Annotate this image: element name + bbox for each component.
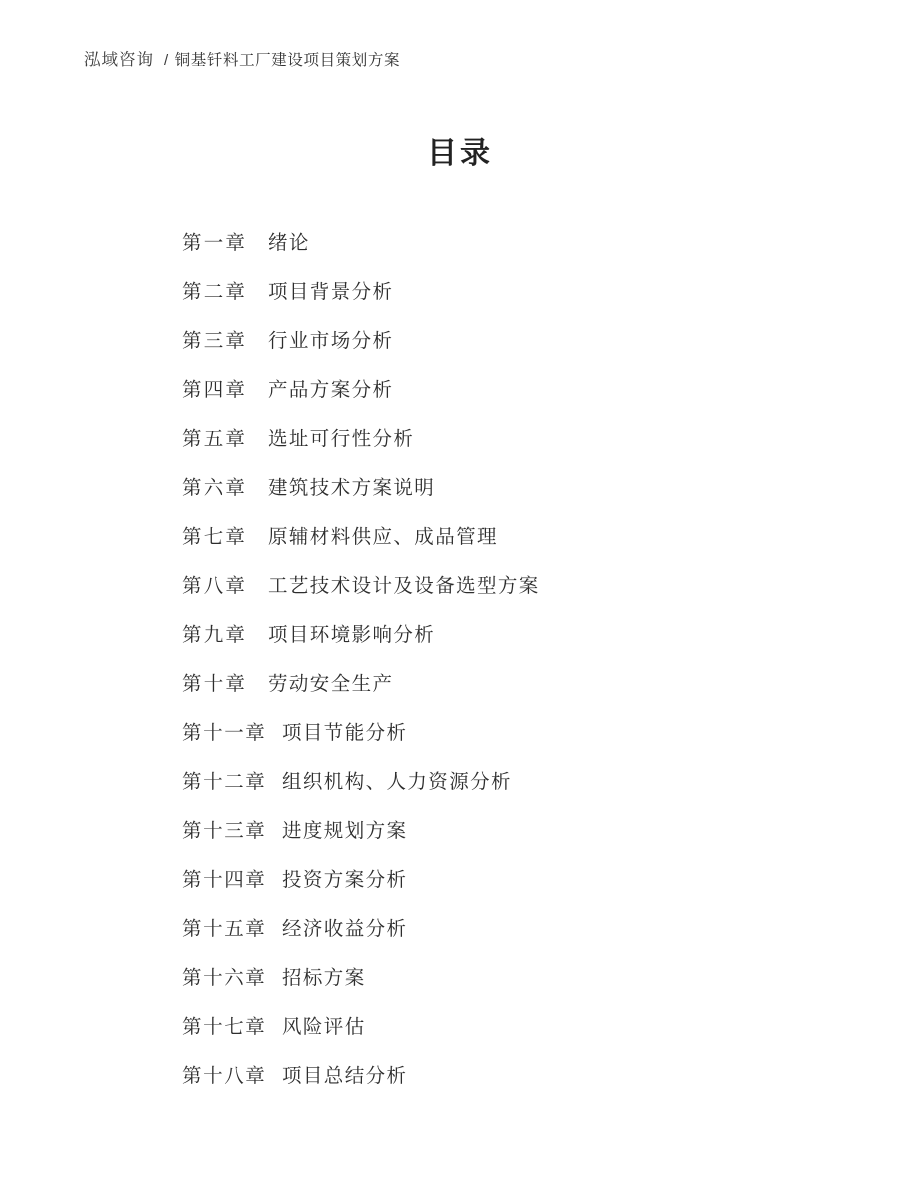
toc-chapter-number: 第十六章 — [182, 967, 267, 989]
toc-chapter-number: 第五章 — [182, 428, 248, 450]
toc-chapter-label: 劳动安全生产 — [268, 673, 394, 695]
toc-entry[interactable] — [182, 853, 842, 902]
toc-chapter-label: 项目总结分析 — [282, 1065, 408, 1087]
toc-chapter-number: 第十五章 — [182, 918, 267, 940]
brand-name: 泓域咨询 — [84, 51, 154, 69]
table-of-contents — [182, 216, 842, 1098]
toc-chapter-label: 风险评估 — [282, 1016, 366, 1038]
toc-entry[interactable] — [182, 559, 842, 608]
toc-chapter-label: 经济收益分析 — [282, 918, 408, 940]
toc-chapter-number: 第十二章 — [182, 771, 267, 793]
toc-chapter-label: 投资方案分析 — [282, 869, 408, 891]
toc-entry[interactable] — [182, 363, 842, 412]
toc-chapter-label: 组织机构、人力资源分析 — [282, 771, 512, 793]
toc-chapter-number: 第十章 — [182, 673, 248, 695]
toc-chapter-number: 第七章 — [182, 526, 248, 548]
document-title: 铜基钎料工厂建设项目策划方案 — [174, 52, 401, 69]
toc-chapter-label: 项目节能分析 — [282, 722, 408, 744]
toc-chapter-label: 建筑技术方案说明 — [268, 477, 436, 499]
toc-chapter-label: 原辅材料供应、成品管理 — [268, 526, 498, 548]
toc-chapter-number: 第一章 — [182, 232, 248, 254]
toc-entry[interactable] — [182, 755, 842, 804]
toc-chapter-label: 项目背景分析 — [268, 281, 394, 303]
toc-entry[interactable] — [182, 461, 842, 510]
toc-chapter-label: 项目环境影响分析 — [268, 624, 436, 646]
toc-chapter-label: 行业市场分析 — [268, 330, 394, 352]
toc-chapter-label: 进度规划方案 — [282, 820, 408, 842]
toc-chapter-number: 第九章 — [182, 624, 248, 646]
toc-entry[interactable] — [182, 608, 842, 657]
toc-entry[interactable] — [182, 657, 842, 706]
toc-chapter-number: 第十四章 — [182, 869, 267, 891]
toc-entry[interactable] — [182, 902, 842, 951]
toc-chapter-number: 第十一章 — [182, 722, 267, 744]
toc-entry[interactable] — [182, 1000, 842, 1049]
toc-chapter-number: 第三章 — [182, 330, 248, 352]
toc-chapter-label: 工艺技术设计及设备选型方案 — [268, 575, 540, 597]
toc-entry[interactable] — [182, 265, 842, 314]
toc-chapter-label: 产品方案分析 — [268, 379, 394, 401]
toc-chapter-number: 第十八章 — [182, 1065, 267, 1087]
page-title: 目录 — [427, 137, 493, 170]
toc-entry[interactable] — [182, 412, 842, 461]
document-header — [84, 46, 400, 70]
toc-chapter-label: 绪论 — [268, 232, 310, 254]
header-separator: / — [164, 52, 169, 69]
toc-entry[interactable] — [182, 314, 842, 363]
toc-chapter-number: 第十七章 — [182, 1016, 267, 1038]
toc-chapter-label: 招标方案 — [282, 967, 366, 989]
toc-entry[interactable] — [182, 951, 842, 1000]
toc-chapter-number: 第十三章 — [182, 820, 267, 842]
toc-chapter-number: 第四章 — [182, 379, 248, 401]
toc-chapter-label: 选址可行性分析 — [268, 428, 415, 450]
toc-chapter-number: 第二章 — [182, 281, 248, 303]
toc-entry[interactable] — [182, 706, 842, 755]
toc-entry[interactable] — [182, 216, 842, 265]
toc-chapter-number: 第六章 — [182, 477, 248, 499]
toc-entry[interactable] — [182, 510, 842, 559]
toc-chapter-number: 第八章 — [182, 575, 248, 597]
toc-entry[interactable] — [182, 804, 842, 853]
toc-entry[interactable] — [182, 1049, 842, 1098]
